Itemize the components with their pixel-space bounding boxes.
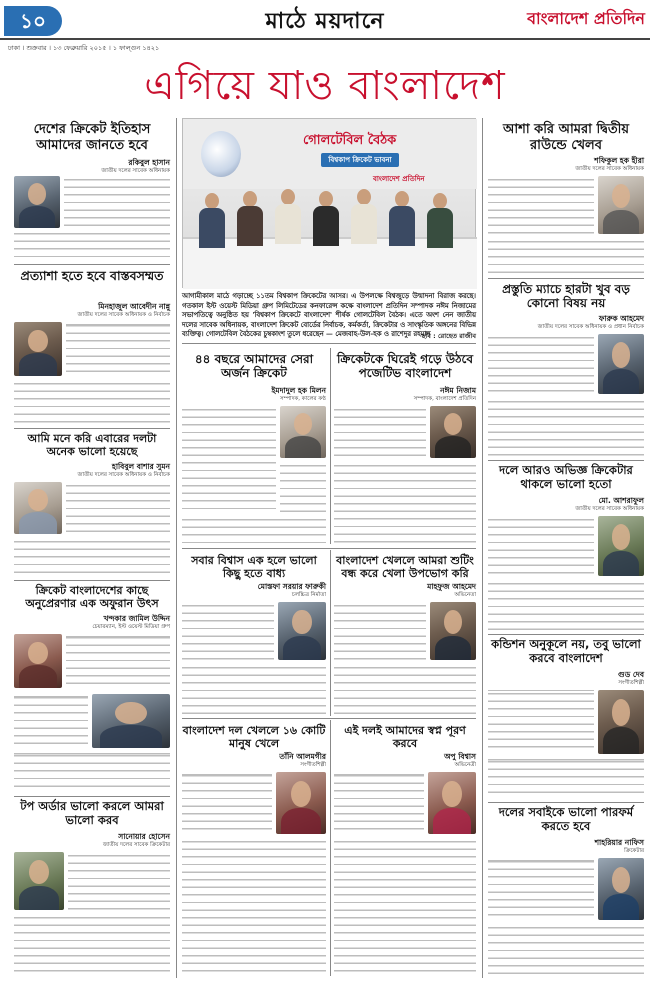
author-photo [278, 602, 326, 660]
article-body [14, 752, 170, 792]
article-author: ইমদাদুল হক মিলন [271, 386, 326, 395]
article-body [488, 690, 594, 754]
dateline: ঢাকা । শুক্রবার । ১৩ ফেব্রুয়ারি ২০১৫ । ১ ফাল্গুন ১৪২১ [8, 44, 160, 52]
article-title: বাংলাদেশ খেললে আমরা শুটিং বন্ধ করে খেলা উপভোগ করি [336, 554, 474, 581]
article-title: আশা করি আমরা দ্বিতীয় রাউন্ডে খেলব [502, 122, 630, 153]
author-photo [598, 334, 644, 394]
author-role: সংগীতশিল্পী [618, 680, 644, 686]
page-header [0, 0, 650, 40]
article-title: দলের সবাইকে ভালো পারফর্ম করতে হবে [498, 805, 634, 833]
article-body [488, 334, 594, 394]
article-body [66, 482, 170, 534]
author-photo [598, 858, 644, 920]
banner-subtitle: বিশ্বকাপ ক্রিকেট ভাবনা [321, 153, 399, 167]
article-author: মিনহাজুল আবেদীন নান্নু [98, 302, 170, 311]
article-title: আমি মনে করি এবারের দলটা অনেক ভালো হয়েছে [27, 432, 157, 459]
column-divider [176, 118, 177, 978]
banner-title: গোলটেবিল বৈঠক [303, 133, 397, 148]
article-body [334, 602, 426, 660]
article-body [488, 758, 644, 798]
author-role: জাতীয় দলের সাবেক অধিনায়ক [575, 506, 644, 512]
article-body [488, 398, 644, 456]
article-body [182, 406, 276, 512]
author-photo [14, 322, 62, 376]
divider [182, 343, 476, 344]
article-body [334, 406, 426, 458]
article-author: রকিবুল হাসান [128, 158, 170, 167]
author-photo [280, 406, 326, 458]
article-title: দলে আরও অভিজ্ঞ ক্রিকেটার থাকলে ভালো হতো [499, 463, 633, 491]
column-divider [482, 118, 483, 978]
article-author: নঈম নিজাম [440, 386, 476, 395]
article-author: শফিকুল হক হীরা [594, 156, 644, 165]
article-body [182, 772, 272, 834]
author-role: সংগীতশিল্পী [300, 762, 326, 768]
photo-credit: ছবি : রোহেত রাজীব [421, 332, 476, 340]
author-role: অভিনেত্রী [454, 762, 476, 768]
article-title: ৪৪ বছরে আমাদের সেরা অর্জন ক্রিকেট [194, 352, 314, 381]
article-author: ফারুক আহমেদ [598, 314, 644, 323]
article-author: তাঁনি আলমগীর [279, 752, 326, 761]
article-author: খন্দকার জামিল উদ্দিন [103, 614, 170, 623]
article-title: দেশের ক্রিকেট ইতিহাস আমাদের জানতে হবে [33, 122, 151, 153]
article-author: অপু বিশ্বাস [444, 752, 476, 761]
author-photo [430, 602, 476, 660]
article-body [182, 602, 274, 660]
article-title: সবার বিশ্বাস এক হলে ভালো কিছু হতে বাধ্য [191, 554, 317, 581]
author-role: জাতীয় দলের সাবেক অধিনায়ক [575, 166, 644, 172]
article-body [14, 538, 170, 576]
author-photo [14, 482, 62, 534]
article-title: টপ অর্ডার ভালো করলে আমরা ভালো করব [20, 799, 164, 827]
masthead-logo: বাংলাদেশ প্রতিদিন [527, 9, 645, 28]
article-title: ক্রিকেট বাংলাদেশের কাছে অনুপ্রেরণার এক অফুরান উৎস [25, 584, 159, 611]
section-title: মাঠে ময়দানে [265, 8, 385, 34]
article-body [334, 838, 476, 974]
divider [488, 802, 644, 803]
author-role: জাতীয় দলের সাবেক অধিনায়ক ও প্রধান নির্বাচক [537, 324, 644, 330]
main-headline: এগিয়ে যাও বাংলাদেশ [144, 63, 506, 109]
article-body [488, 176, 594, 234]
author-photo [598, 690, 644, 754]
divider [182, 718, 476, 719]
author-photo [92, 694, 170, 748]
column-divider [330, 348, 331, 544]
article-body [488, 924, 644, 974]
author-photo [598, 176, 644, 234]
page-number: ১০ [4, 6, 62, 36]
author-photo [598, 516, 644, 576]
article-body [182, 664, 326, 714]
article-author: হাবিবুল বাশার সুমন [111, 462, 170, 471]
author-role: ক্রিকেটার [624, 848, 644, 854]
author-photo [14, 634, 62, 688]
article-title: এই দলই আমাদের স্বপ্ন পূরণ করবে [344, 724, 466, 751]
divider [14, 580, 170, 581]
article-body [334, 664, 476, 714]
article-body [182, 838, 326, 974]
worldcup-logo-icon [201, 131, 241, 177]
author-photo [276, 772, 326, 834]
lead-photo [182, 118, 476, 288]
author-role: জাতীয় দলের সাবেক অধিনায়ক [101, 168, 170, 174]
author-role: জাতীয় দলের সাবেক অধিনায়ক ও নির্বাচক [77, 312, 170, 318]
author-role: চেয়ারম্যান, ইস্ট ওয়েস্ট মিডিয়া গ্রুপ [92, 624, 170, 630]
article-author: সানোয়ার হোসেন [118, 832, 170, 841]
article-body [488, 858, 594, 920]
column-divider [330, 550, 331, 716]
author-photo [14, 176, 60, 228]
article-author: মাহফুজ আহমেদ [427, 582, 476, 591]
author-role: অভিনেতা [454, 592, 476, 598]
article-author: মোস্তফা সরয়ার ফারুকী [257, 582, 326, 591]
article-body [66, 634, 170, 688]
article-body [334, 462, 476, 544]
lead-caption: আগামীকাল মাঠে গড়াচ্ছে ১১তম বিশ্বকাপ ক্রিকেটের আসর। এ উপলক্ষে বিশ্বজুড়ে উন্মাদনা বিরাজ করছে। গতকাল ইস্ট ওয়েস্ট মিডিয়া গ্রুপ লিমিটেডের কনফারেন্স কক্ষে বাংলাদেশ প্রতিদিন সম্পাদক নঈম নিজামের সভাপতিত্বে অনুষ্ঠিত হয় 'বিশ্বকাপ ক্রিকেটে বাংলাদেশ' শীর্ষক গোলটেবিল বৈঠক। এতে অংশ নেন জাতীয় দলের সাবেক অধিনায়ক, বাংলাদেশ ক্রিকেট বোর্ডের নির্বাচক, কর্মকর্তা, ক্রিকেটার ও সাংস্কৃতিক অঙ্গনের বিভিন্ন ব্যক্তিত্ব। গোলটেবিল বৈঠকের চুম্বকাংশ তুলে ধরেছেন — মেজবাহ-উল-হক ও রাশেদুর রহমান [182, 292, 476, 338]
article-body [14, 230, 170, 260]
article-body [14, 694, 88, 748]
divider [488, 278, 644, 279]
author-role: চলচ্চিত্র নির্মাতা [291, 592, 326, 598]
article-body [488, 580, 644, 630]
article-body [68, 852, 170, 910]
author-photo [428, 772, 476, 834]
divider [488, 634, 644, 635]
article-body [14, 380, 170, 424]
author-role: সম্পাদক, বাংলাদেশ প্রতিদিন [413, 396, 476, 402]
article-author: গুড দেব [618, 670, 644, 679]
author-role: সম্পাদক, কালের কণ্ঠ [279, 396, 326, 402]
article-title: প্রস্তুতি ম্যাচে হারটা খুব বড় কোনো বিষয় নয় [502, 282, 630, 311]
article-title: কন্ডিশন অনুকূলে নয়, তবু ভালো করবে বাংলাদেশ [491, 637, 641, 665]
article-body [334, 772, 424, 834]
author-photo [14, 852, 64, 910]
article-author: শাহরিয়ার নাফিস [594, 838, 644, 847]
article-body [488, 516, 594, 576]
author-role: জাতীয় দলের সাবেক অধিনায়ক ও নির্বাচক [77, 472, 170, 478]
column-divider [330, 720, 331, 976]
article-body [66, 322, 170, 376]
divider [488, 460, 644, 461]
article-body [488, 238, 644, 274]
article-body [280, 462, 326, 512]
author-photo [430, 406, 476, 458]
article-title: বাংলাদেশ দল খেললে ১৬ কোটি মানুষ খেলে [182, 724, 326, 751]
divider [14, 796, 170, 797]
article-author: মো. আশরাফুল [598, 496, 644, 505]
banner-logo: বাংলাদেশ প্রতিদিন [373, 175, 425, 183]
divider [182, 548, 476, 549]
article-body [14, 914, 170, 974]
article-title: ক্রিকেটকে ঘিরেই গড়ে উঠবে পজেটিভ বাংলাদেশ [337, 352, 473, 381]
article-body [64, 176, 170, 228]
article-title: প্রত্যাশা হতে হবে বাস্তবসম্মত [20, 268, 164, 283]
divider [14, 264, 170, 265]
article-body [182, 516, 326, 544]
author-role: জাতীয় দলের সাবেক ক্রিকেটার [102, 842, 170, 848]
divider [14, 428, 170, 429]
